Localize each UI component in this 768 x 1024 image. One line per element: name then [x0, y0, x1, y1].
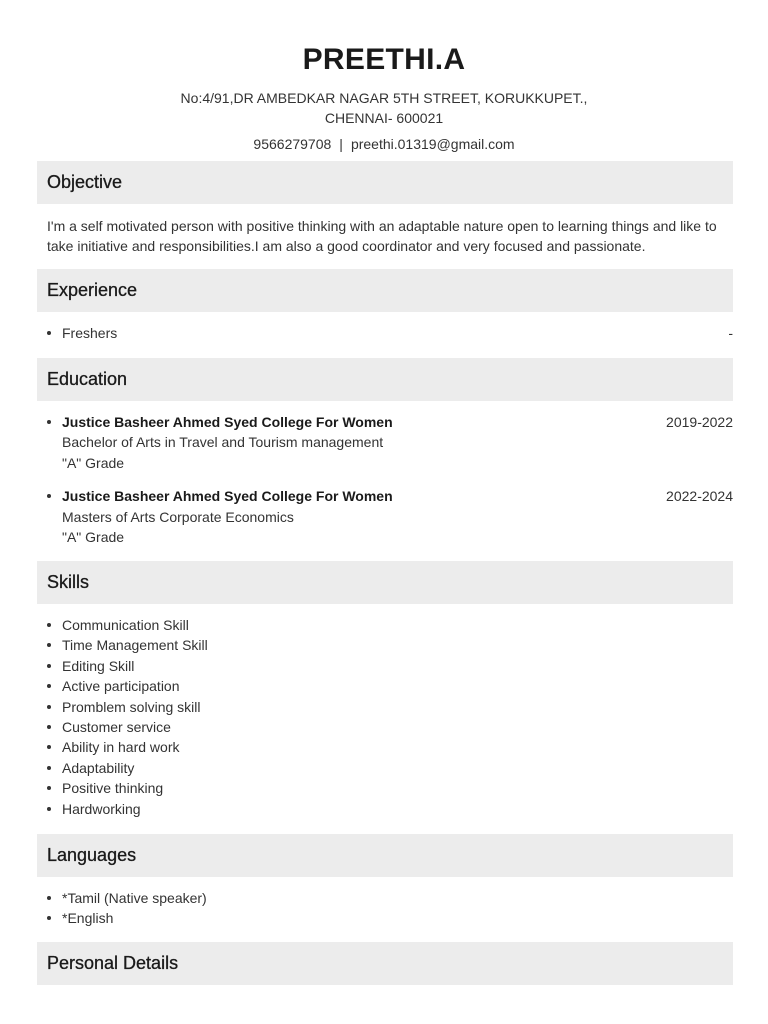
education-item: [37, 412, 733, 473]
experience-section-header: [37, 269, 733, 312]
skill-item: Time Management Skill: [37, 635, 733, 655]
education-degree: Masters of Arts Corporate Economics: [62, 508, 294, 525]
candidate-name: PREETHI.A: [302, 43, 466, 76]
languages-section-header: [37, 834, 733, 877]
contact-line: [0, 134, 768, 154]
education-date: 2022-2024: [666, 488, 733, 505]
address: No:4/91,DR AMBEDKAR NAGAR 5TH STREET, KORUKKUPET., CHENNAI- 600021: [180, 90, 588, 126]
languages-list: [37, 888, 733, 929]
objective-section-header: [37, 161, 733, 204]
email-address: preethi.01319@gmail.com: [350, 136, 515, 152]
language-item: *English: [37, 908, 733, 928]
skill-item: Communication Skill: [37, 615, 733, 635]
skill-item: Adaptability: [37, 758, 733, 778]
experience-item: [37, 323, 733, 343]
skill-item: Hardworking: [37, 799, 733, 819]
education-title: Education: [47, 369, 128, 389]
objective-text: I'm a self motivated person with positive thinking with an adaptable nature open to learning things and like to take initiative and responsibilities.I am also a good coordinator and very focused and passionate.: [47, 218, 717, 254]
languages-title: Languages: [47, 845, 137, 865]
skill-item: Positive thinking: [37, 778, 733, 798]
language-item: *Tamil (Native speaker): [37, 888, 733, 908]
skill-item: Promblem solving skill: [37, 697, 733, 717]
skill-item: Ability in hard work: [37, 737, 733, 757]
experience-list: [37, 323, 733, 343]
skills-list: [37, 615, 733, 819]
contact-separator: |: [339, 136, 343, 152]
skill-item: Customer service: [37, 717, 733, 737]
education-institution: Justice Basheer Ahmed Syed College For Women: [62, 488, 393, 505]
education-degree: Bachelor of Arts in Travel and Tourism management: [62, 434, 384, 451]
experience-title: Experience: [47, 280, 138, 300]
skills-title: Skills: [47, 572, 90, 592]
skills-section-header: [37, 561, 733, 604]
skill-item: Editing Skill: [37, 656, 733, 676]
education-grade: "A" Grade: [62, 454, 125, 471]
education-list: [37, 412, 733, 547]
skill-item: Active participation: [37, 676, 733, 696]
education-item: [37, 486, 733, 547]
experience-label: Freshers: [62, 325, 118, 341]
education-grade: "A" Grade: [62, 529, 125, 546]
resume-header: [0, 0, 768, 154]
experience-date: -: [728, 325, 733, 341]
personal-details-section-header: [37, 942, 733, 985]
education-section-header: [37, 358, 733, 401]
objective-title: Objective: [47, 172, 123, 192]
education-institution: Justice Basheer Ahmed Syed College For Women: [62, 414, 393, 430]
education-date: 2019-2022: [666, 414, 733, 430]
personal-details-title: Personal Details: [47, 953, 179, 973]
phone-number: 9566279708: [253, 136, 332, 152]
